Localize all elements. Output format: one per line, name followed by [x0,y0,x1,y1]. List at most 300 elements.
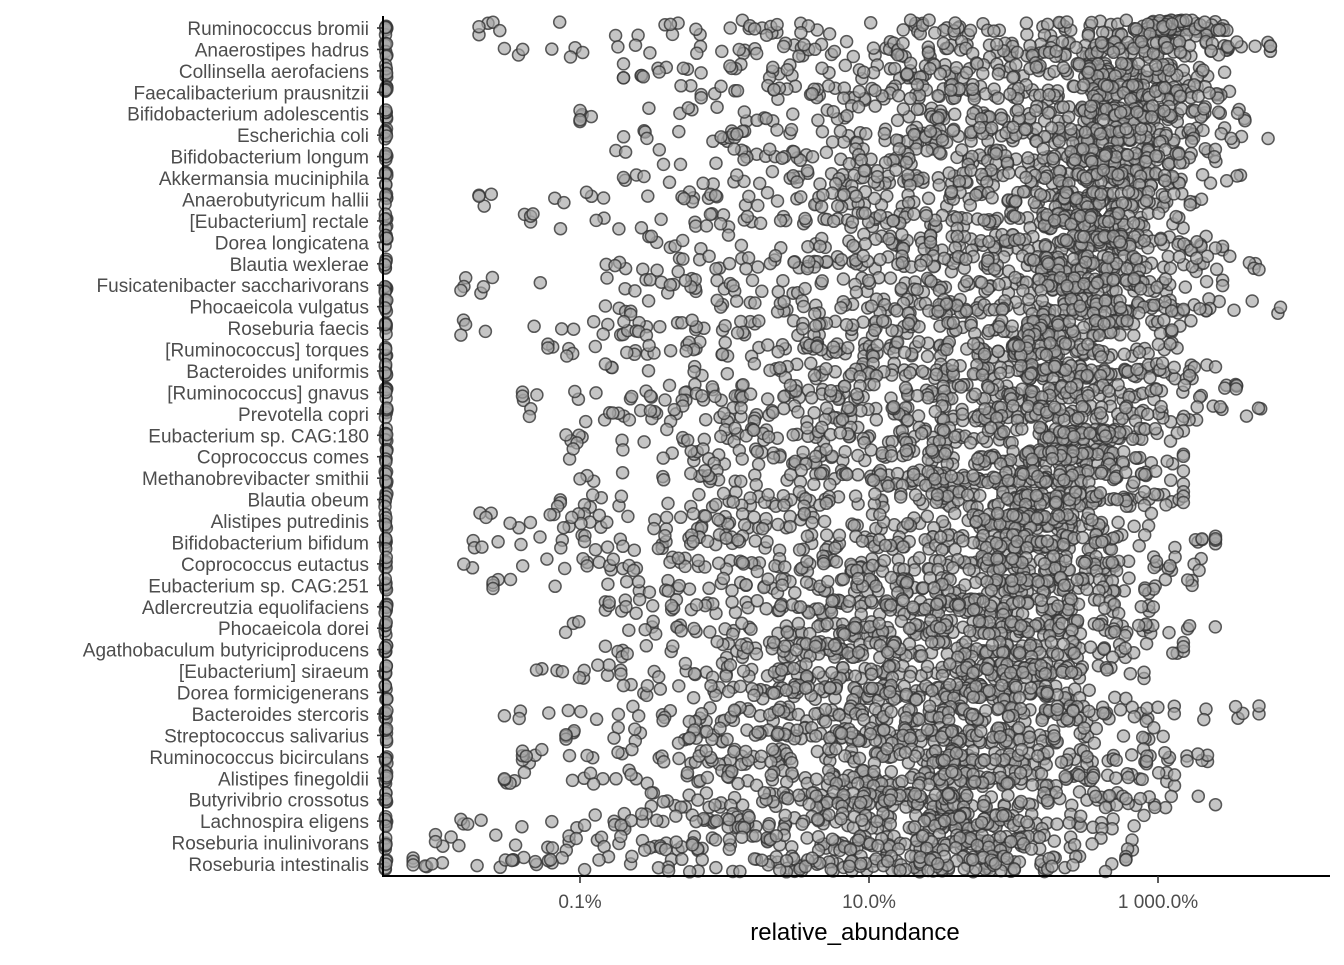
data-point [574,114,586,126]
data-point [931,598,943,610]
data-point [893,143,905,155]
data-point [1221,175,1233,187]
data-point [498,43,510,55]
data-point [1185,315,1197,327]
data-point [903,318,915,330]
data-point [1040,349,1052,361]
data-point [740,263,752,275]
data-point [821,529,833,541]
data-point [897,103,909,115]
data-point [1095,188,1107,200]
data-point [1147,601,1159,613]
data-point [1135,601,1147,613]
data-point [1133,346,1145,358]
data-point [1003,167,1015,179]
data-point [926,444,938,456]
data-point [1131,106,1143,118]
data-point [1094,487,1106,499]
data-point [729,422,741,434]
data-point [1030,105,1042,117]
data-point [732,85,744,97]
data-point [668,404,680,416]
data-point [1164,560,1176,572]
data-point [710,157,722,169]
data-point [534,277,546,289]
data-point [817,189,829,201]
data-point [978,214,990,226]
data-point [749,23,761,35]
data-point [969,388,981,400]
data-point [832,200,844,212]
data-point [1052,600,1064,612]
data-point [644,390,656,402]
data-point [1196,533,1208,545]
data-point [869,488,881,500]
data-point [1010,195,1022,207]
data-point [916,428,928,440]
data-point [968,604,980,616]
data-point [531,389,543,401]
data-point [841,36,853,48]
data-point [811,341,823,353]
data-point [607,553,619,565]
data-point [910,489,922,501]
data-point [816,62,828,74]
data-point [896,229,908,241]
data-point [623,414,635,426]
data-point [1127,433,1139,445]
data-point [801,530,813,542]
data-point [924,125,936,137]
data-point [794,544,806,556]
data-point [874,210,886,222]
data-point [798,39,810,51]
data-point [1214,24,1226,36]
data-point [638,436,650,448]
data-point [1128,476,1140,488]
data-point [602,541,614,553]
data-point [700,510,712,522]
data-point [1180,14,1192,26]
data-point [960,253,972,265]
data-point [778,499,790,511]
data-point [778,296,790,308]
data-point [1050,496,1062,508]
data-point [480,511,492,523]
data-point [494,25,506,37]
data-point [587,489,599,501]
data-point [850,490,862,502]
data-point [1232,107,1244,119]
data-point [857,250,869,262]
data-point [859,238,871,250]
data-point [801,422,813,434]
data-point [590,214,602,226]
data-point [569,386,581,398]
data-point [743,190,755,202]
data-point [1043,107,1055,119]
data-point [908,208,920,220]
data-point [1052,319,1064,331]
data-point [695,67,707,79]
data-point [1026,386,1038,398]
data-point [621,576,633,588]
data-point [841,110,853,122]
data-point [923,192,935,204]
data-point [618,72,630,84]
data-point [797,323,809,335]
data-point [1099,150,1111,162]
data-point [748,424,760,436]
data-point [1151,556,1163,568]
data-point [1140,156,1152,168]
data-point [986,192,998,204]
data-point [1112,516,1124,528]
data-point [786,124,798,136]
data-point [1152,338,1164,350]
data-point [951,230,963,242]
data-point [1028,254,1040,266]
data-point [1023,294,1035,306]
data-point [763,431,775,443]
data-point [929,406,941,418]
data-point [806,88,818,100]
data-point [1094,407,1106,419]
data-point [788,256,800,268]
data-point [731,128,743,140]
data-point [760,603,772,615]
data-point [919,603,931,615]
data-point [902,518,914,530]
data-point [850,190,862,202]
data-point [473,190,485,202]
data-point [473,21,485,33]
data-point [455,284,467,296]
data-point [1158,314,1170,326]
data-point [1153,207,1165,219]
data-point [693,489,705,501]
data-point [806,392,818,404]
data-point [1065,218,1077,230]
data-point [801,556,813,568]
data-point [700,414,712,426]
data-point [1160,273,1172,285]
data-point [1059,338,1071,350]
data-point [932,305,944,317]
data-point [961,275,973,287]
data-point [661,424,673,436]
data-point [1135,36,1147,48]
data-point [993,321,1005,333]
data-point [1146,111,1158,123]
data-point [908,469,920,481]
data-point [1155,401,1167,413]
data-point [787,429,799,441]
data-point [1173,148,1185,160]
data-point [622,510,634,522]
data-point [859,207,871,219]
data-point [620,601,632,613]
data-point [1098,318,1110,330]
data-point [1249,40,1261,52]
data-point [939,448,951,460]
data-point [743,252,755,264]
data-point [764,143,776,155]
data-point [1150,384,1162,396]
data-point [687,508,699,520]
data-point [907,601,919,613]
data-point [623,624,635,636]
data-point [710,499,722,511]
data-point [1093,329,1105,341]
data-point [628,544,640,556]
data-point [1194,303,1206,315]
data-point [701,220,713,232]
data-point [885,572,897,584]
data-point [1177,450,1189,462]
data-point [1164,338,1176,350]
data-point [1036,295,1048,307]
data-point [1078,278,1090,290]
data-point [899,347,911,359]
data-point [851,388,863,400]
data-point [1046,453,1058,465]
data-point [935,531,947,543]
data-point [1116,57,1128,69]
data-point [597,328,609,340]
data-point [653,66,665,78]
data-point [949,507,961,519]
data-point [1135,123,1147,135]
data-point [666,600,678,612]
data-point [985,584,997,596]
data-point [1061,16,1073,28]
data-point [885,599,897,611]
data-point [1157,357,1169,369]
data-point [801,165,813,177]
data-point [842,402,854,414]
data-point [1170,211,1182,223]
data-point [893,90,905,102]
data-point [697,177,709,189]
data-point [1058,474,1070,486]
data-point [977,68,989,80]
data-point [750,479,762,491]
data-point [1078,231,1090,243]
data-point [685,468,697,480]
data-point [762,393,774,405]
data-point [828,46,840,58]
data-point [930,368,942,380]
data-point [962,489,974,501]
data-point [991,553,1003,565]
data-point [675,158,687,170]
data-point [924,63,936,75]
data-point [645,230,657,242]
data-point [824,479,836,491]
data-point [838,189,850,201]
data-point [1085,211,1097,223]
data-point [703,582,715,594]
data-point [1013,233,1025,245]
data-point [812,114,824,126]
data-point [1159,175,1171,187]
data-point [710,190,722,202]
data-point [1138,235,1150,247]
data-point [1025,368,1037,380]
data-point [986,122,998,134]
data-point [664,379,676,391]
data-point [871,339,883,351]
data-point [963,564,975,576]
data-point [1141,195,1153,207]
data-point [888,401,900,413]
data-point [818,558,830,570]
data-point [921,510,933,522]
data-point [379,302,391,314]
data-point [1010,59,1022,71]
data-point [905,14,917,26]
data-point [776,152,788,164]
data-point [760,113,772,125]
data-point [977,596,989,608]
data-point [633,576,645,588]
data-point [825,385,837,397]
data-point [1191,252,1203,264]
data-point [874,509,886,521]
data-point [691,599,703,611]
data-point [824,28,836,40]
data-point [629,285,641,297]
data-point [900,445,912,457]
data-point [819,516,831,528]
data-point [988,263,1000,275]
data-point [1178,303,1190,315]
data-point [732,534,744,546]
data-point [922,47,934,59]
data-point [1013,340,1025,352]
data-point [762,489,774,501]
data-point [992,345,1004,357]
data-point [726,596,738,608]
data-point [961,305,973,317]
data-point [1022,400,1034,412]
data-point [843,158,855,170]
data-point [858,66,870,78]
data-point [934,147,946,159]
data-point [1030,61,1042,73]
data-point [945,470,957,482]
data-point [1139,584,1151,596]
data-point [970,189,982,201]
data-point [887,215,899,227]
data-point [1177,465,1189,477]
data-point [766,166,778,178]
data-point [612,41,624,53]
data-point [736,453,748,465]
data-point [938,37,950,49]
data-point [1043,431,1055,443]
data-point [762,339,774,351]
data-point [709,390,721,402]
data-point [560,626,572,638]
data-point [1002,475,1014,487]
data-point [1094,128,1106,140]
data-point [1191,236,1203,248]
data-point [1253,264,1265,276]
data-point [737,556,749,568]
data-point [799,213,811,225]
data-point [560,429,572,441]
data-point [768,84,780,96]
data-point [609,260,621,272]
data-point [976,277,988,289]
data-point [590,544,602,556]
data-point [850,286,862,298]
data-point [487,583,499,595]
data-point [837,573,849,585]
data-point [665,345,677,357]
data-point [664,176,676,188]
data-point [695,92,707,104]
data-point [878,555,890,567]
data-point [523,410,535,422]
data-point [877,315,889,327]
data-point [1184,199,1196,211]
data-point [802,241,814,253]
data-point [852,450,864,462]
data-point [807,151,819,163]
data-point [380,475,392,487]
data-point [1142,408,1154,420]
data-point [983,236,995,248]
data-point [1214,401,1226,413]
data-point [642,190,654,202]
data-point [945,84,957,96]
data-point [749,535,761,547]
data-point [476,541,488,553]
data-point [561,350,573,362]
data-point [946,186,958,198]
data-point [1060,555,1072,567]
data-point [738,154,750,166]
data-point [1091,277,1103,289]
data-point [929,473,941,485]
data-point [1043,89,1055,101]
data-point [558,197,570,209]
data-point [713,557,725,569]
data-point [791,176,803,188]
data-point [704,208,716,220]
data-point [581,560,593,572]
data-point [724,258,736,270]
data-point [775,600,787,612]
data-point [820,146,832,158]
data-point [752,200,764,212]
data-point [795,27,807,39]
data-point [723,229,735,241]
data-point [1179,281,1191,293]
data-point [719,320,731,332]
data-point [505,574,517,586]
data-point [515,539,527,551]
data-point [1074,300,1086,312]
data-point [1165,474,1177,486]
data-point [779,561,791,573]
data-point [691,47,703,59]
data-point [992,92,1004,104]
data-point [727,496,739,508]
